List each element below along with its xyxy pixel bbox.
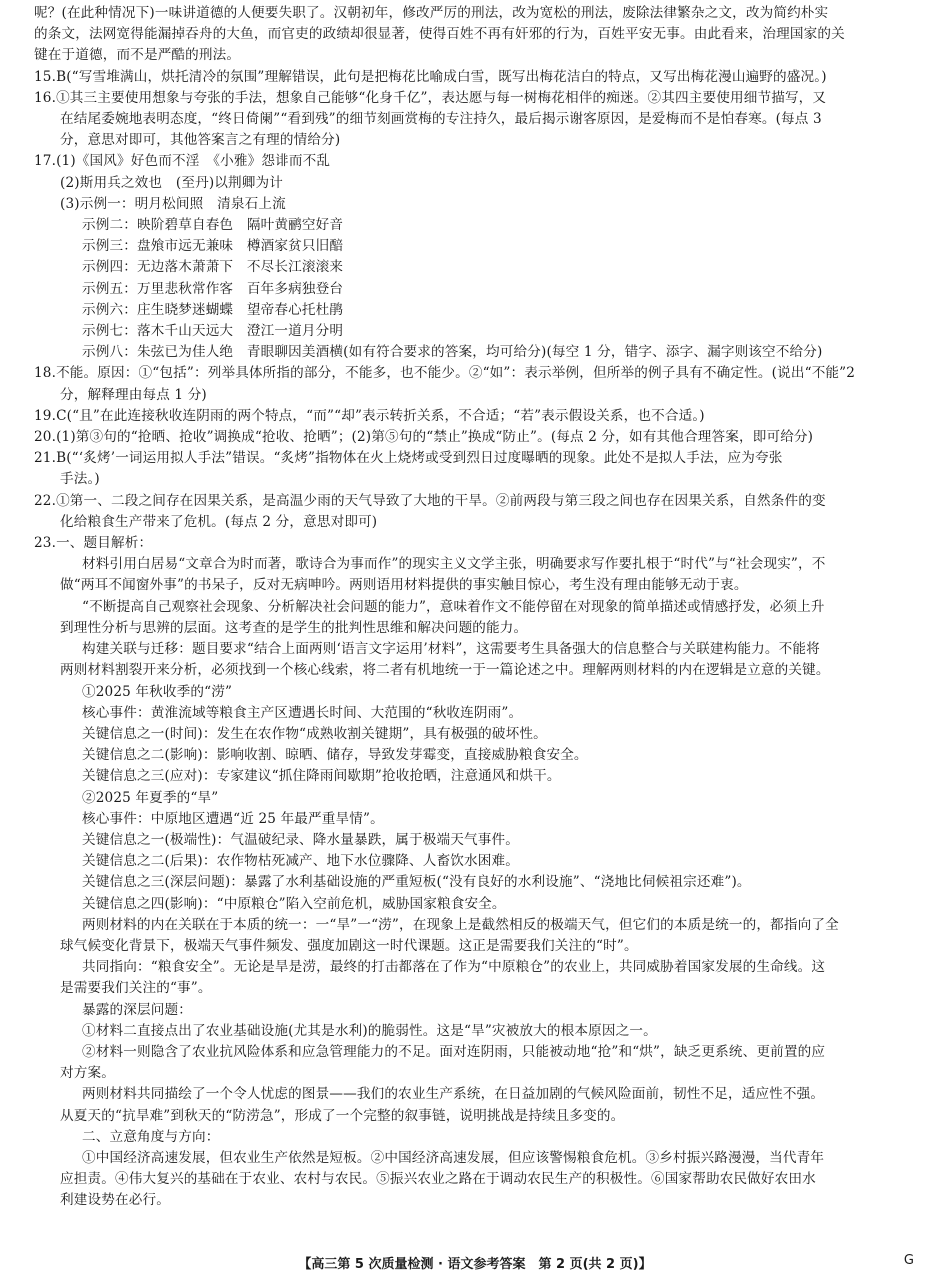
answer-19: 19.C(“且”在此连接秋收连阴雨的两个特点，“而”“却”表示转折关系，不合适；“若”表示假设关系，也不合适。) <box>34 407 705 424</box>
text-line: 对方案。 <box>60 1065 115 1082</box>
text-line: 从夏天的“抗旱难”到秋天的“防涝急”，形成了一个完整的叙事链，说明挑战是持续且多变的。 <box>60 1107 625 1124</box>
answer-16: 16.①其三主要使用想象与夸张的手法，想象自己能够“化身千亿”，表达愿与每一树梅花相伴的痴迷。②其四主要使用细节描写，又 <box>34 89 827 106</box>
text-line: 关键信息之二(后果)：农作物枯死减产、地下水位骤降、人畜饮水困难。 <box>82 853 519 870</box>
text-line: 关键信息之三(应对)：专家建议“抓住降雨间歇期”抢收抢晒，注意通风和烘干。 <box>82 768 561 785</box>
text-line: 暴露的深层问题： <box>82 1001 192 1018</box>
text-line: ①材料二直接点出了农业基础设施(尤其是水利)的脆弱性。这是“旱”灾被放大的根本原因之一。 <box>82 1022 657 1039</box>
text-line: 在结尾委婉地表明态度，“终日倚阑”“看到残”的细节刻画赏梅的专注持久，最后揭示谢客原因，是爱梅而不是怕春寒。(每点 3 <box>60 111 822 128</box>
text-line: (3)示例一：明月松间照 清泉石上流 <box>60 195 286 212</box>
answer-18: 18.不能。原因：①“包括”：列举具体所指的部分，不能多，也不能少。②“如”：表示举例，但所举的例子具有不确定性。(说出“不能”2 <box>34 365 856 382</box>
text-line: 做“两耳不闻窗外事”的书呆子，反对无病呻吟。两则语用材料提供的事实触目惊心，考生没有理由能够无动于衷。 <box>60 577 748 594</box>
text-line: 到理性分析与思辨的层面。这考查的是学生的批判性思维和解决问题的能力。 <box>60 619 528 636</box>
text-line: 材料引用白居易“文章合为时而著，歌诗合为事而作”的现实主义文学主张，明确要求写作要扎根于“时代”与“社会现实”，不 <box>82 556 826 573</box>
answer-20: 20.(1)第③句的“抢晒、抢收”调换成“抢收、抢晒”；(2)第⑤句的“禁止”换成“防止”。(每点 2 分，如有其他合理答案，即可给分) <box>34 429 814 446</box>
text-line: 手法。) <box>60 471 100 488</box>
example-line: 示例三：盘飧市远无兼味 樽酒家贫只旧醅 <box>82 238 344 255</box>
text-line: ②材料一则隐含了农业抗风险体系和应急管理能力的不足。面对连阴雨，只能被动地“抢”和“烘”，缺乏更系统、更前置的应 <box>82 1043 826 1060</box>
text-line: 关键信息之一(极端性)：气温破纪录、降水量暴跌，属于极端天气事件。 <box>82 831 519 848</box>
text-line: 分，解释理由每点 1 分) <box>60 386 207 403</box>
paper-code: G <box>903 1253 914 1268</box>
page-footer: 【高三第 5 次质量检测 · 语文参考答案 第 2 页(共 2 页)】 <box>298 1257 652 1272</box>
example-line: 示例七：落木千山天远大 澄江一道月分明 <box>82 323 344 340</box>
example-line: 示例八：朱弦已为佳人绝 青眼聊因美酒横(如有符合要求的答案，均可给分)(每空 1 分，错字、添字、漏字则该空不给分) <box>82 344 823 361</box>
text-line: ②2025 年夏季的“旱” <box>82 789 219 806</box>
text-line: 关键信息之一(时间)：发生在农作物“成熟收割关键期”，具有极强的破坏性。 <box>82 725 547 742</box>
text-line: 二、立意角度与方向： <box>82 1128 220 1145</box>
text-line: 共同指向：“粮食安全”。无论是旱是涝，最终的打击都落在了作为“中原粮仓”的农业上，共同威胁着国家发展的生命线。这 <box>82 959 826 976</box>
text-line: 分，意思对即可，其他答案言之有理的情给分) <box>60 132 341 149</box>
text-line: 化给粮食生产带来了危机。(每点 2 分，意思对即可) <box>60 513 378 530</box>
answer-15: 15.B(“写雪堆满山，烘托清冷的氛围”理解错误，此句是把梅花比喻成白雪，既写出梅花洁白的特点，又写出梅花漫山遍野的盛况。) <box>34 68 827 85</box>
text-line: 关键信息之二(影响)：影响收割、晾晒、储存，导致发芽霉变，直接威胁粮食安全。 <box>82 747 588 764</box>
text-line: 两则材料的内在关联在于本质的统一：一“旱”一“涝”，在现象上是截然相反的极端天气，但它们的本质是统一的，都指向了全 <box>82 916 839 933</box>
text-line: 关键信息之四(影响)：“中原粮仓”陷入空前危机，威胁国家粮食安全。 <box>82 895 506 912</box>
text-line: ①中国经济高速发展，但农业生产依然是短板。②中国经济高速发展，但应该警惕粮食危机。③乡村振兴路漫漫，当代青年 <box>82 1149 825 1166</box>
text-line: 核心事件：黄淮流域等粮食主产区遭遇长时间、大范围的“秋收连阴雨”。 <box>82 704 523 721</box>
text-line: 构建关联与迁移：题目要求“结合上面两则‘语言文字运用’材料”，这需要考生具备强大的信息整合与关联建构能力。不能将 <box>82 641 820 658</box>
text-line: ①2025 年秋收季的“涝” <box>82 683 233 700</box>
text-line: 是需要我们关注的“事”。 <box>60 980 212 997</box>
text-line: 键在于道德，而不是严酷的刑法。 <box>34 47 241 64</box>
answer-content <box>34 3 916 1212</box>
text-line: 利建设势在必行。 <box>60 1192 170 1209</box>
text-line: 的条文，法网宽得能漏掉吞舟的大鱼，而官吏的政绩却很显著，使得百姓不再有奸邪的行为，百姓平安无事。由此看来，治理国家的关 <box>34 26 845 43</box>
example-line: 示例五：万里悲秋常作客 百年多病独登台 <box>82 280 344 297</box>
answer-22: 22.①第一、二段之间存在因果关系，是高温少雨的天气导致了大地的干旱。②前两段与第三段之间也存在因果关系，自然条件的变 <box>34 492 826 509</box>
text-line: 应担责。④伟大复兴的基础在于农业、农村与农民。⑤振兴农业之路在于调动农民生产的积极性。⑥国家帮助农民做好农田水 <box>60 1171 816 1188</box>
text-line: 两则材料共同描绘了一个令人忧虑的图景——我们的农业生产系统，在日益加剧的气候风险面前，韧性不足，适应性不强。 <box>82 1086 825 1103</box>
example-line: 示例四：无边落木萧萧下 不尽长江滚滚来 <box>82 259 344 276</box>
answer-21: 21.B(“‘炙烤’一词运用拟人手法”错误。“炙烤”指物体在火上烧烤或受到烈日过度曝晒的现象。此处不是拟人手法，应为夸张 <box>34 450 783 467</box>
text-line: 核心事件：中原地区遭遇“近 25 年最严重旱情”。 <box>82 810 384 827</box>
text-line: 关键信息之三(深层问题)：暴露了水利基础设施的严重短板(“没有良好的水利设施”、“浇地比伺候祖宗还难”)。 <box>82 874 751 891</box>
text-line: 两则材料割裂开来分析，必须找到一个核心线索，将二者有机地统一于一篇论述之中。理解两则材料的内在逻辑是立意的关键。 <box>60 662 830 679</box>
text-line: 球气候变化背景下，极端天气事件频发、强度加剧这一时代课题。这正是需要我们关注的“时”。 <box>60 937 638 954</box>
text-line: (2)斯用兵之效也 (至丹)以荆卿为计 <box>60 174 284 191</box>
answer-23: 23.一、题目解析： <box>34 535 153 552</box>
text-line: “不断提高自己观察社会现象、分析解决社会问题的能力”，意味着作文不能停留在对现象的简单描述或情感抒发，必须上升 <box>82 598 825 615</box>
answer-17: 17.(1)《国风》好色而不淫 《小雅》怨诽而不乱 <box>34 153 331 170</box>
example-line: 示例六：庄生晓梦迷蝴蝶 望帝春心托杜鹃 <box>82 301 344 318</box>
text-line: 呢？(在此种情况下)一味讲道德的人便要失职了。汉朝初年，修改严厉的刑法，改为宽松的刑法，废除法律繁杂之文，改为简约朴实 <box>34 5 829 21</box>
example-line: 示例二：映阶碧草自春色 隔叶黄鹂空好音 <box>82 217 344 234</box>
